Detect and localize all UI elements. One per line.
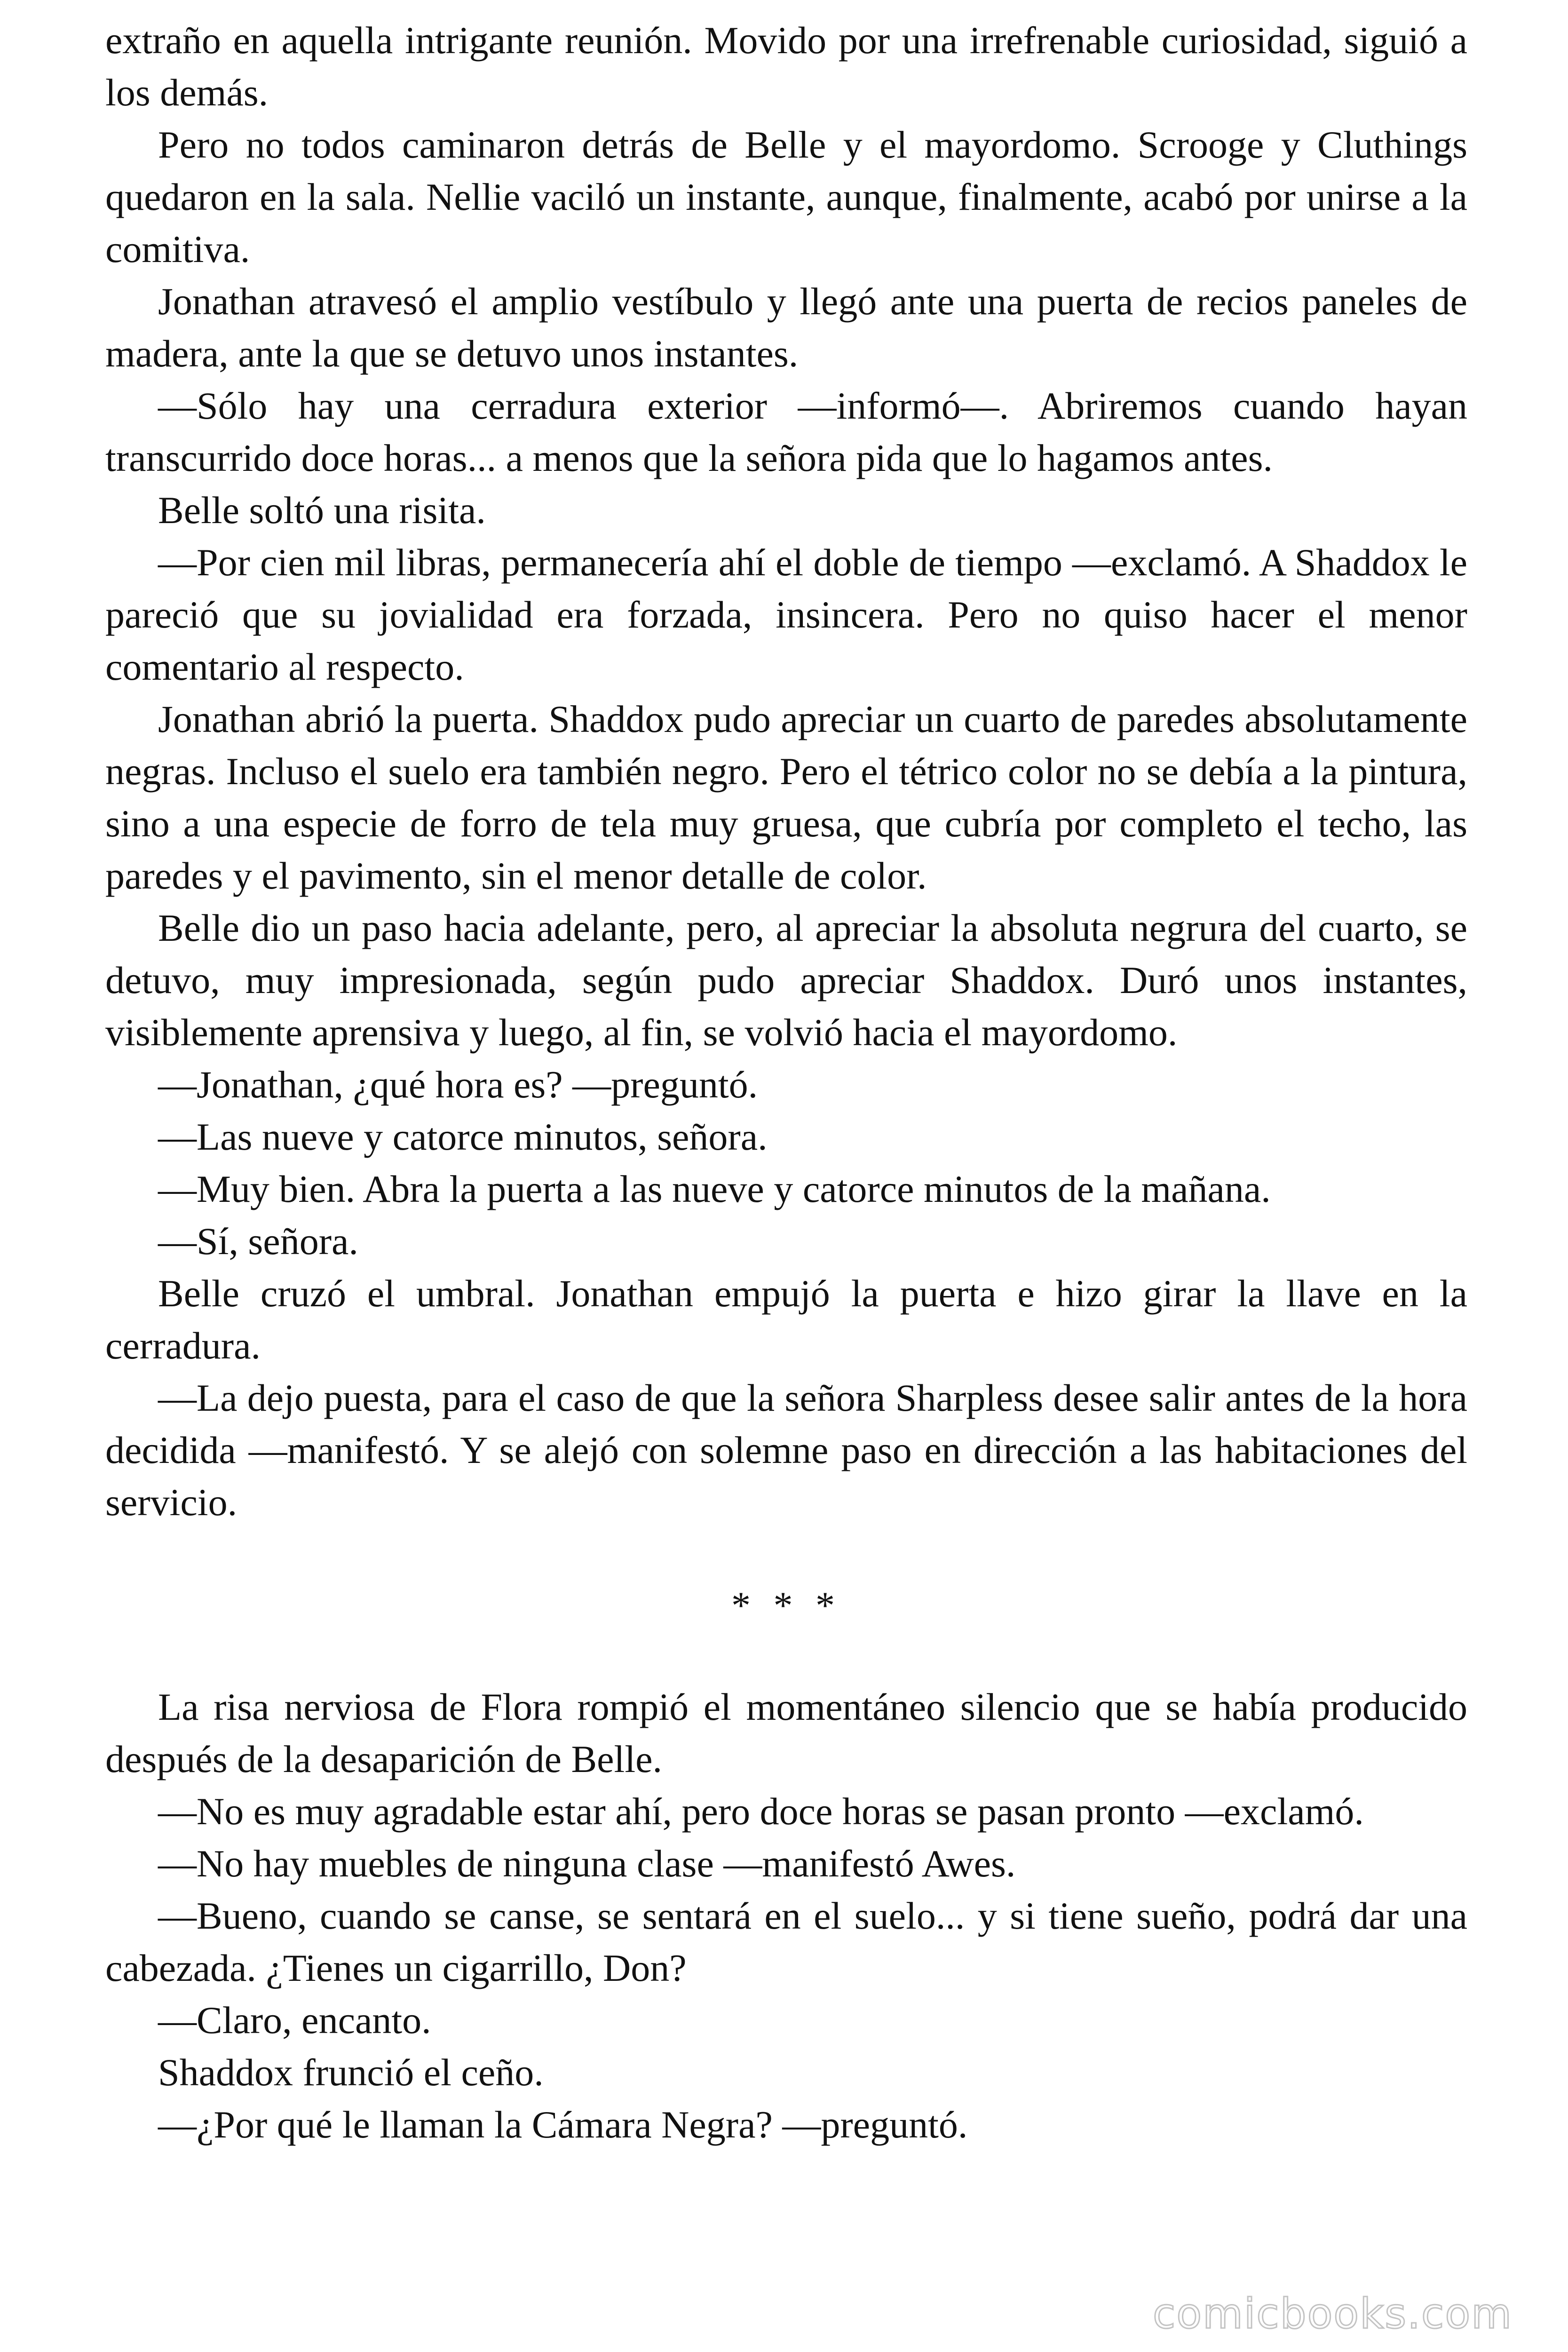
- dialogue-line: —Jonathan, ¿qué hora es? —preguntó.: [158, 1063, 758, 1106]
- paragraph: Shaddox frunció el ceño.: [158, 2051, 544, 2094]
- watermark: comicbooks.com: [1152, 2289, 1513, 2338]
- paragraph: La risa nerviosa de Flora rompió el momentáneo silencio que se había producido después de la desaparición de Belle.: [105, 1685, 1467, 1780]
- dialogue-line: —Bueno, cuando se canse, se sentará en el suelo... y si tiene sueño, podrá dar una cabezada. ¿Tienes un cigarrillo, Don?: [105, 1894, 1467, 1989]
- dialogue-line: —Sólo hay una cerradura exterior —informó—. Abriremos cuando hayan transcurrido doce horas... a menos que la señora pida que lo hagamos antes.: [105, 384, 1467, 479]
- dialogue-line: —No es muy agradable estar ahí, pero doce horas se pasan pronto —exclamó.: [158, 1790, 1364, 1833]
- paragraph: Pero no todos caminaron detrás de Belle y el mayordomo. Scrooge y Cluthings quedaron en la sala. Nellie vaciló un instante, aunque, finalmente, acabó por unirse a la comitiva.: [105, 123, 1467, 270]
- paragraph-continued: extraño en aquella intrigante reunión. Movido por una irrefrenable curiosidad, siguió a los demás.: [105, 19, 1467, 114]
- book-page: [105, 14, 1467, 2151]
- paragraph: Belle cruzó el umbral. Jonathan empujó la puerta e hizo girar la llave en la cerradura.: [105, 1272, 1467, 1367]
- dialogue-line: —Sí, señora.: [158, 1220, 358, 1263]
- dialogue-line: —Muy bien. Abra la puerta a las nueve y catorce minutos de la mañana.: [158, 1168, 1271, 1210]
- dialogue-line: —La dejo puesta, para el caso de que la señora Sharpless desee salir antes de la hora decidida —manifestó. Y se alejó con solemne paso en dirección a las habitaciones del servicio.: [105, 1376, 1467, 1524]
- dialogue-line: —Por cien mil libras, permanecería ahí el doble de tiempo —exclamó. A Shaddox le pareció que su jovialidad era forzada, insincera. Pero no quiso hacer el menor comentario al respecto.: [105, 541, 1467, 688]
- paragraph: Belle dio un paso hacia adelante, pero, al apreciar la absoluta negrura del cuarto, se detuvo, muy impresionada, según pudo apreciar Shaddox. Duró unos instantes, visiblemente aprensiva y luego, al fin, se volvió hacia el mayordomo.: [105, 906, 1467, 1054]
- paragraph: Jonathan atravesó el amplio vestíbulo y llegó ante una puerta de recios paneles de madera, ante la que se detuvo unos instantes.: [105, 280, 1467, 375]
- paragraph: Belle soltó una risita.: [158, 489, 486, 532]
- paragraph: Jonathan abrió la puerta. Shaddox pudo apreciar un cuarto de paredes absolutamente negras. Incluso el suelo era también negro. Pero el tétrico color no se debía a la pintura, sino a una especie de forro de tela muy gruesa, que cubría por completo el techo, las paredes y el pavimento, sin el menor detalle de color.: [105, 698, 1467, 897]
- dialogue-line: —Claro, encanto.: [158, 1999, 431, 2042]
- dialogue-line: —¿Por qué le llaman la Cámara Negra? —preguntó.: [158, 2103, 968, 2146]
- dialogue-line: —No hay muebles de ninguna clase —manifestó Awes.: [158, 1842, 1016, 1885]
- section-break: * * *: [731, 1584, 841, 1627]
- dialogue-line: —Las nueve y catorce minutos, señora.: [158, 1115, 768, 1158]
